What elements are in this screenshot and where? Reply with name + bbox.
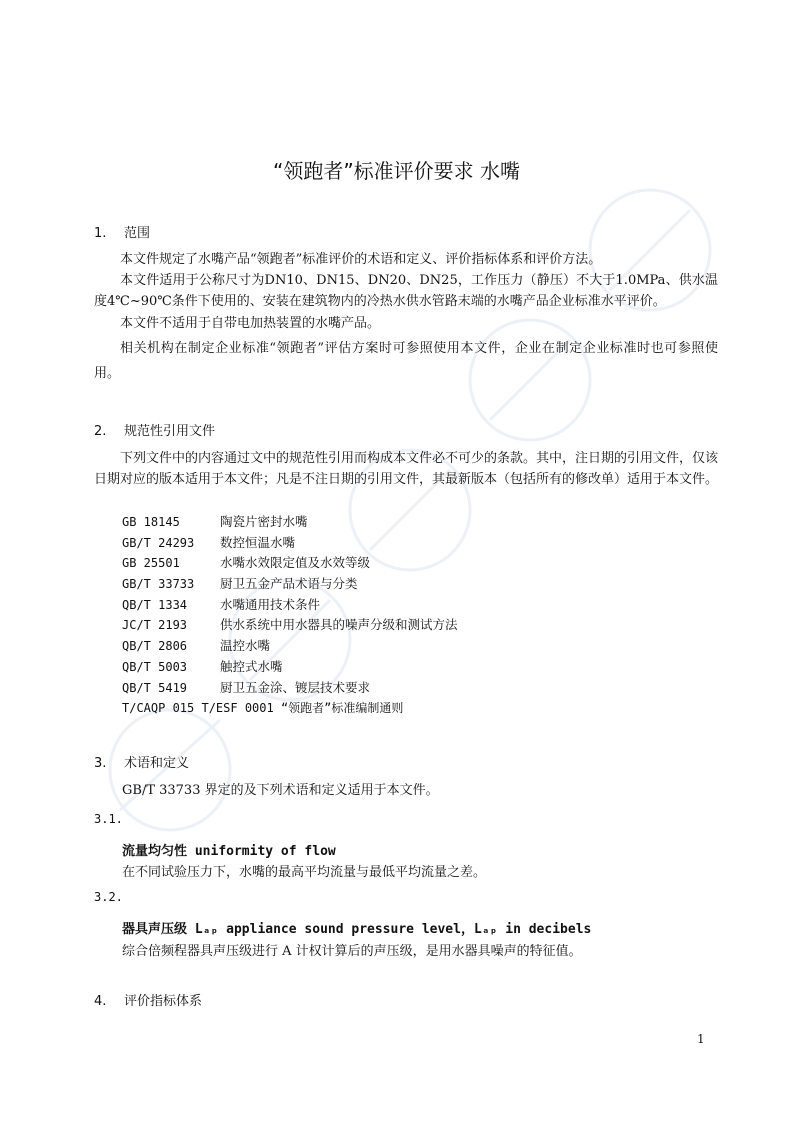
reference-list — [122, 512, 458, 719]
paragraph: 相关机构在制定企业标准“领跑者”评估方案时可参照使用本文件，企业在制定企业标准时也可参照使用。 — [94, 341, 718, 381]
section-heading — [94, 222, 150, 241]
reference-item — [122, 574, 458, 595]
reference-title: 触控式水嘴 — [220, 658, 283, 674]
document-title: “领跑者”标准评价要求 水嘴 — [272, 159, 521, 183]
subclause-number: 3.1. — [94, 812, 123, 826]
reference-item — [122, 636, 458, 657]
section-number: 4. — [94, 994, 107, 1009]
reference-item — [122, 533, 458, 554]
term-en: uniformity of flow — [187, 844, 336, 859]
reference-item — [122, 595, 458, 616]
reference-title: 厨卫五金产品术语与分类 — [220, 576, 358, 592]
reference-title: 陶瓷片密封水嘴 — [220, 514, 308, 529]
section-title: 范围 — [124, 226, 151, 241]
section-title: 评价指标体系 — [124, 994, 203, 1009]
paragraph: GB/T 33733 界定的及下列术语和定义适用于本文件。 — [122, 783, 439, 798]
reference-title: 水嘴水效限定值及水效等级 — [220, 555, 371, 571]
reference-item — [122, 615, 458, 636]
reference-title: 水嘴通用技术条件 — [220, 596, 321, 612]
section-number: 2. — [94, 424, 107, 439]
reference-title: 温控水嘴 — [220, 638, 271, 654]
reference-code: QB/T 5419 — [122, 680, 188, 695]
section-number: 1. — [94, 226, 107, 241]
reference-code: GB 18145 — [122, 515, 180, 529]
term-definition: 综合倍频程器具声压级进行 A 计权计算后的声压级，是用水器具噪声的特征值。 — [122, 944, 582, 959]
term-zh: 流量均匀性 — [122, 844, 188, 859]
paragraph: 下列文件中的内容通过文中的规范性引用而构成本文件必不可少的条款。其中，注日期的引用文件，仅该日期对应的版本适用于本文件；凡是不注日期的引用文件，其最新版本（包括所有的修改单）适用于本文件。 — [94, 451, 719, 487]
reference-item — [122, 678, 458, 699]
section-title: 术语和定义 — [124, 756, 190, 771]
reference-code: QB/T 1334 — [122, 597, 188, 612]
section-number: 3. — [94, 756, 107, 771]
reference-code: GB 25501 — [122, 556, 180, 571]
paragraph: 本文件适用于公称尺寸为DN10、DN15、DN20、DN25，工作压力（静压）不大于1.0MPa、供水温度4℃~90℃条件下使用的、安装在建筑物内的冷热水供水管路末端的水嘴产品企业标准水平评价。 — [94, 273, 718, 309]
reference-title: 厨卫五金涂、镀层技术要求 — [220, 679, 371, 695]
reference-title: 数控恒温水嘴 — [220, 534, 296, 550]
term-title — [122, 918, 591, 937]
section-heading — [94, 990, 202, 1009]
term-title — [122, 840, 336, 859]
term-en: Lₐₚ appliance sound pressure level，Lₐₚ in decibels — [187, 922, 592, 937]
reference-item — [122, 698, 458, 719]
reference-item — [122, 657, 458, 678]
page-number: 1 — [697, 1032, 705, 1046]
reference-item — [122, 512, 458, 533]
reference-code: QB/T 2806 — [122, 639, 188, 654]
reference-code: JC/T 2193 — [122, 618, 188, 633]
reference-item — [122, 553, 458, 574]
reference-code: GB/T 33733 — [122, 577, 195, 592]
reference-code: QB/T 5003 — [122, 659, 188, 674]
reference-code: GB/T 24293 — [122, 535, 195, 550]
paragraph: 本文件不适用于自带电加热装置的水嘴产品。 — [120, 316, 381, 331]
paragraph: 本文件规定了水嘴产品“领跑者”标准评价的术语和定义、评价指标体系和评价方法。 — [120, 252, 602, 267]
reference-title: 供水系统中用水器具的噪声分级和测试方法 — [220, 617, 458, 633]
term-definition: 在不同试验压力下，水嘴的最高平均流量与最低平均流量之差。 — [122, 865, 487, 880]
term-zh: 器具声压级 — [122, 922, 188, 937]
section-title: 规范性引用文件 — [124, 424, 216, 439]
subclause-number: 3.2. — [94, 890, 123, 904]
reference-full: T/CAQP 015 T/ESF 0001 “领跑者”标准编制通则 — [122, 701, 404, 716]
section-heading — [94, 420, 215, 439]
section-heading — [94, 752, 189, 771]
